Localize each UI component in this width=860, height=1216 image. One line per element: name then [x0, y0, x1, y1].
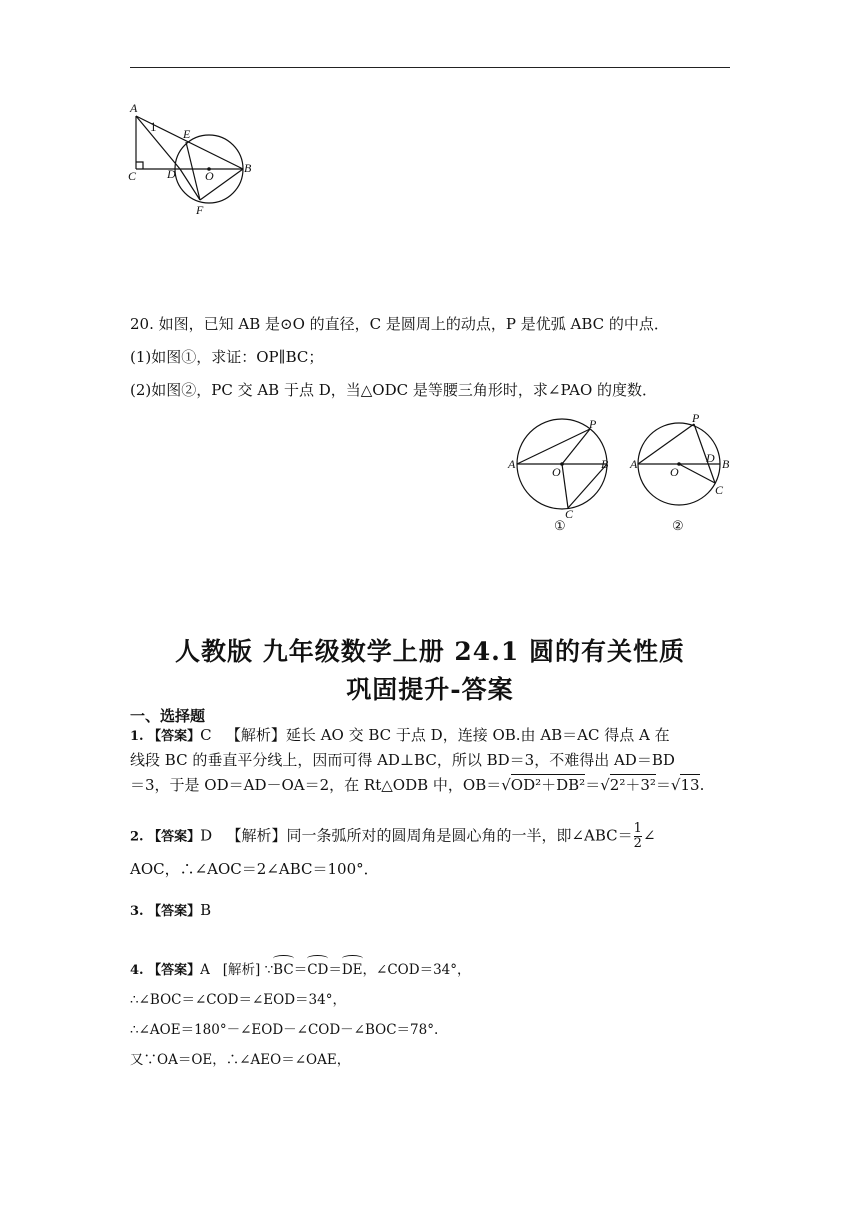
- answer-2-number: 2.: [130, 829, 149, 845]
- answer-3-line: [130, 899, 211, 923]
- arc-de: DE: [342, 959, 363, 981]
- label-b: B: [244, 161, 252, 175]
- fig2-label-d: D: [706, 451, 715, 465]
- answer-2-text-1: 【解析】同一条弧所对的圆周角是圆心角的一半，即∠ABC＝: [226, 826, 633, 845]
- equals-1: ＝: [585, 776, 601, 794]
- answer-4-choice: A: [200, 962, 210, 978]
- answer-2-tag: 【答案】: [148, 829, 201, 845]
- arc-equals-2: ＝: [328, 962, 342, 978]
- answer-1-number: 1.: [130, 729, 149, 744]
- q20-line-1: 20. 如图，已知 AB 是⊙O 的直径，C 是圆周上的动点，P 是优弧 ABC 的中点．: [130, 315, 669, 333]
- answer-1-choice: C: [200, 726, 212, 744]
- label-f: F: [196, 203, 204, 217]
- right-angle-mark: [136, 162, 143, 169]
- sqrt-od-db: OD²＋DB²: [510, 776, 586, 794]
- sqrt-13: 13: [680, 776, 700, 794]
- fig1-segment-oc: [562, 464, 568, 508]
- fig1-label-b: B: [601, 457, 609, 471]
- answer-4-number: 4.: [130, 963, 149, 978]
- answer-1-tag: 【答案】: [148, 729, 201, 744]
- arc-cd: CD: [307, 959, 328, 981]
- equals-2: ＝: [655, 776, 671, 794]
- fig1-label-p: P: [589, 417, 597, 431]
- fig2-label-a: A: [630, 457, 638, 471]
- fig2-segment-ap: [638, 424, 694, 464]
- label-e: E: [183, 127, 191, 141]
- fraction-numerator: 1: [633, 821, 642, 836]
- fig1-segment-op: [562, 429, 590, 464]
- answer-4-text-1b: ，∠COD＝34°，: [362, 962, 471, 978]
- answer-4-tag: 【答案】: [148, 963, 201, 978]
- answer-3-number: 3.: [130, 904, 149, 919]
- label-d: D: [167, 167, 176, 181]
- segment-df: [180, 169, 200, 200]
- answer-4-line-2: ∴∠BOC＝∠COD＝∠EOD＝34°，: [130, 992, 346, 1008]
- fig2-caption: ②: [672, 518, 684, 533]
- sqrt-2-3: 2²＋3²: [609, 776, 656, 794]
- answer-2-line-1: [130, 822, 656, 851]
- answer-1-line-1: [130, 724, 670, 748]
- section-heading: 一、选择题: [130, 707, 206, 725]
- answer-4-line-3: ∴∠AOE＝180°－∠EOD－∠COD－∠BOC＝78°.: [130, 1022, 439, 1038]
- fig2-label-o: O: [670, 465, 679, 479]
- answer-title-line-1: 人教版 九年级数学上册 24.1 圆的有关性质: [174, 637, 685, 666]
- answer-3-choice: B: [200, 901, 212, 919]
- label-c: C: [128, 169, 137, 183]
- fig2-label-b: B: [722, 457, 730, 471]
- figure-q19: [120, 98, 270, 218]
- answer-3-tag: 【答案】: [148, 904, 201, 919]
- fig2-label-c: C: [715, 483, 724, 497]
- answer-1-line-2: 线段 BC 的垂直平分线上，因而可得 AD⊥BC，所以 BD＝3，不难得出 AD＝BD: [130, 751, 675, 769]
- answer-2-line-2: AOC，∴∠AOC＝2∠ABC＝100°．: [130, 860, 379, 878]
- segment-ef: [186, 142, 200, 200]
- header-rule: [130, 67, 730, 68]
- fig2-label-p: P: [692, 411, 700, 425]
- fig1-caption: ①: [554, 518, 566, 533]
- answer-1-text-1: 【解析】延长 AO 交 BC 于点 D，连接 OB.由 AB＝AC 得点 A 在: [225, 726, 670, 744]
- label-a: A: [130, 101, 138, 115]
- answer-4-text-1a: [解析] ∵: [222, 962, 274, 978]
- label-o: O: [205, 169, 214, 183]
- answer-1-line-3: ＝3，于是 OD＝AD－OA＝2，在 Rt△ODB 中，OB＝√OD²＋DB²＝√2²＋3²＝√13.: [130, 776, 705, 794]
- answer-4-line-4: 又∵OA＝OE，∴∠AEO＝∠OAE，: [130, 1052, 351, 1068]
- q20-line-2: (1)如图①，求证：OP∥BC；: [130, 348, 324, 366]
- fig1-label-o: O: [552, 465, 561, 479]
- segment-ad: [136, 116, 180, 169]
- q20-line-3: (2)如图②，PC 交 AB 于点 D，当△ODC 是等腰三角形时，求∠PAO 的度数．: [130, 381, 658, 399]
- answer-2-choice: D: [200, 826, 213, 845]
- fig1-label-c: C: [565, 507, 574, 521]
- arc-bc: BC: [273, 959, 294, 981]
- figure-q20: [506, 410, 746, 535]
- arc-equals-1: ＝: [293, 962, 308, 978]
- period: .: [699, 776, 705, 794]
- fraction-denominator: 2: [633, 836, 642, 851]
- center-dot-1: [560, 462, 564, 466]
- answer-4-line-1: [130, 959, 471, 982]
- fraction-one-half: [634, 822, 642, 851]
- angle-symbol: ∠: [642, 826, 656, 845]
- answer-title-line-2: 巩固提升-答案: [346, 675, 514, 704]
- fig1-label-a: A: [508, 457, 516, 471]
- label-one: 1: [150, 119, 157, 134]
- answer-1-text-3a: ＝3，于是 OD＝AD－OA＝2，在 Rt△ODB 中，OB＝: [130, 776, 502, 794]
